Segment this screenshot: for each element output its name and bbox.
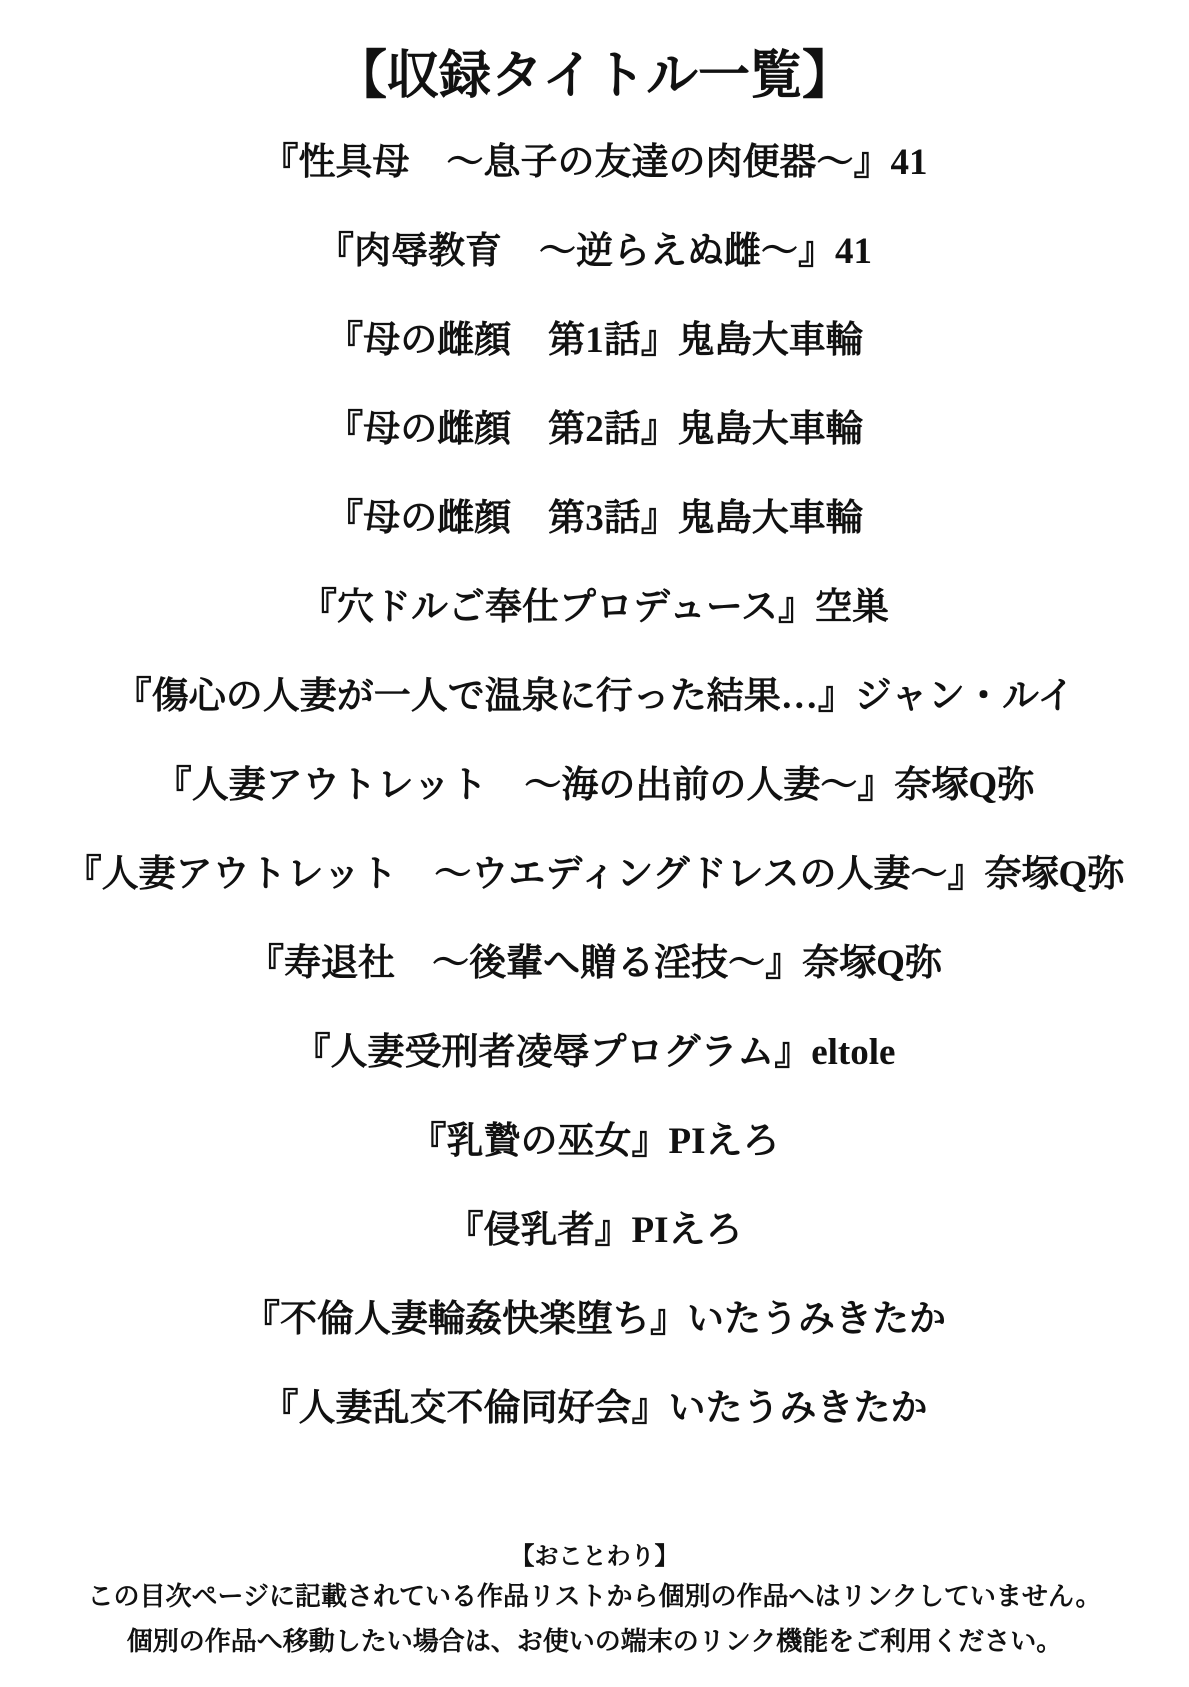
disclaimer-section [87,1537,1101,1671]
toc-item: 『母の雌顔 第1話』鬼島大車輪 [326,320,863,362]
toc-item: 『肉辱教育 ～逆らえぬ雌～』41 [316,231,872,273]
toc-item: 『人妻受刑者凌辱プログラム』eltole [293,1032,896,1074]
toc-item: 『人妻アウトレット ～ウエディングドレスの人妻～』奈塚Q弥 [64,854,1125,896]
toc-item: 『寿退社 ～後輩へ贈る淫技～』奈塚Q弥 [247,943,942,985]
disclaimer-line: 個別の作品へ移動したい場合は、お使いの端末のリンク機能をご利用ください。 [126,1627,1063,1657]
toc-item: 『傷心の人妻が一人で温泉に行った結果…』ジャン・ルイ [114,676,1075,718]
toc-item: 『母の雌顔 第2話』鬼島大車輪 [326,409,863,451]
disclaimer-line: この目次ページに記載されている作品リストから個別の作品へはリンクしていません。 [87,1582,1102,1612]
toc-item: 『性具母 ～息子の友達の肉便器～』41 [261,142,928,184]
toc-item: 『母の雌顔 第3話』鬼島大車輪 [326,498,863,540]
toc-item: 『乳贄の巫女』PIえろ [409,1121,780,1163]
toc-item: 『人妻乱交不倫同好会』いたうみきたか [261,1388,928,1430]
title-list [65,118,1125,1453]
toc-item: 『不倫人妻輪姦快楽堕ち』いたうみきたか [242,1299,946,1341]
toc-item: 『人妻アウトレット ～海の出前の人妻～』奈塚Q弥 [154,765,1035,807]
disclaimer-heading: 【おことわり】 [510,1542,679,1570]
toc-item: 『侵乳者』PIえろ [446,1210,743,1252]
toc-item: 『穴ドルご奉仕プロデュース』空巣 [299,587,890,629]
page-title: 【収録タイトル一覧】 [335,48,854,105]
